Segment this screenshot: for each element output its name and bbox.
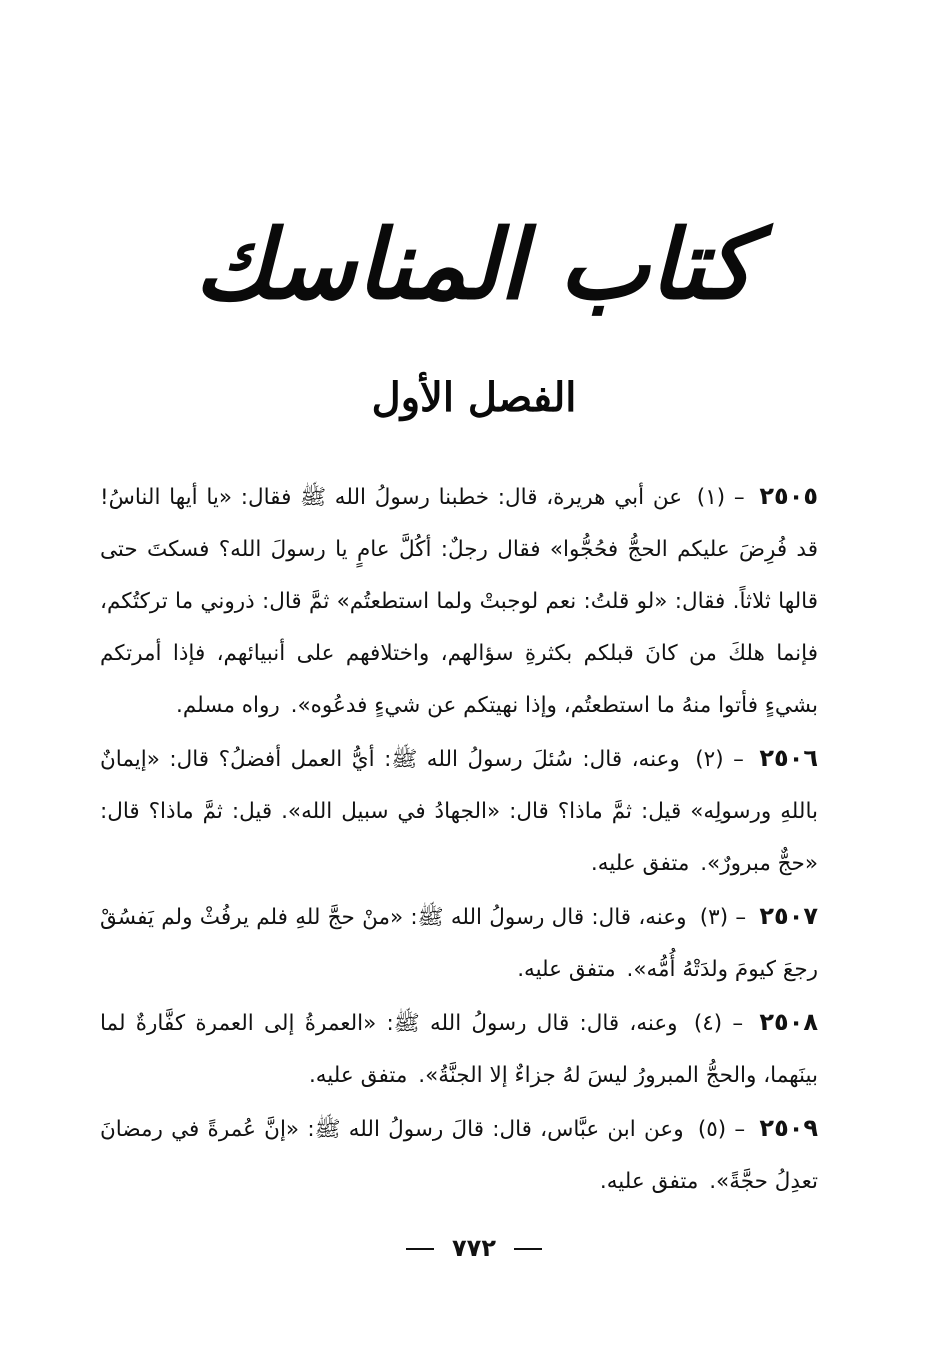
hadith-number: ٢٥٠٩: [759, 1114, 819, 1142]
hadith-source: متفق عليه.: [517, 957, 616, 982]
hadith-number: ٢٥٠٥: [759, 482, 818, 510]
hadith-sequence: (٥): [697, 1117, 727, 1142]
page-number: ٧٧٢: [452, 1234, 496, 1262]
hadith-body: وعنه، قال: قال رسولُ الله ﷺ: «منْ حجَّ للهِ فلم يرفُثْ ولم يَفسُقْ رجعَ كيومَ ولدَتْهُ أُمُّه».: [100, 905, 818, 982]
footer-dash-left: [514, 1248, 542, 1250]
book-title: كتاب المناسك: [194, 208, 754, 321]
hadith-entry: [100, 732, 818, 890]
hadith-number: ٢٥٠٦: [759, 744, 818, 772]
hadith-sequence: (٣): [699, 905, 729, 930]
hadith-source: متفق عليه.: [308, 1063, 408, 1088]
hadith-entry: [100, 470, 818, 732]
hadith-separator: –: [733, 485, 745, 510]
hadith-body: وعنه، قال: سُئلَ رسولُ الله ﷺ: أيُّ العمل أفضلُ؟ قال: «إيمانٌ باللهِ ورسولِه» قيل: ثمَّ ماذا؟ قال: «الجهادُ في سبيل الله». قيل: ثمَّ ماذا؟ قال: «حجٌّ مبرورٌ».: [100, 747, 818, 876]
hadith-source: متفق عليه.: [599, 1169, 699, 1194]
hadith-body: وعنه، قال: قال رسولُ الله ﷺ: «العمرةُ إلى العمرة كفَّارةٌ لما بينَهما، والحجُّ المبرورُ ليسَ لهُ جزاءٌ إلا الجنَّةُ».: [100, 1011, 818, 1088]
hadith-sequence: (٢): [695, 747, 724, 772]
hadith-entry: [100, 890, 818, 996]
hadith-separator: –: [733, 747, 744, 772]
hadith-body: عن أبي هريرة، قال: خطبنا رسولُ الله ﷺ فقال: «يا أيها الناسُ! قد فُرِضَ عليكم الحجُّ فحُجُّوا» فقال رجلٌ: أكُلَّ عامٍ يا رسولَ الله؟ فسكتَ حتى قالها ثلاثاً. فقال: «لو قلتُ: نعم لوجبتْ ولما استطعتُم» ثمَّ قال: ذروني ما تركتُكم، فإنما هلكَ من كانَ قبلكم بكثرةِ سؤالهم، واختلافهم على أنبيائهم، فإذا أمرتكم بشيءٍ فأتوا منهُ ما استطعتُم، وإذا نهيتكم عن شيءٍ فدعُوه».: [100, 485, 818, 718]
hadith-text-block: [100, 470, 818, 1208]
hadith-body: وعن ابن عبَّاس، قال: قالَ رسولُ الله ﷺ: «إنَّ عُمرةً في رمضانَ تعدِلُ حجَّةً».: [100, 1117, 818, 1194]
hadith-sequence: (١): [696, 485, 726, 510]
hadith-separator: –: [732, 1011, 744, 1036]
hadith-source: متفق عليه.: [590, 851, 690, 876]
hadith-number: ٢٥٠٨: [759, 1008, 818, 1036]
page-number-footer: [0, 1228, 948, 1268]
hadith-source: رواه مسلم.: [176, 693, 280, 718]
hadith-entry: [100, 996, 818, 1102]
hadith-number: ٢٥٠٧: [759, 902, 818, 930]
section-title: الفصل الأول: [371, 374, 577, 421]
hadith-sequence: (٤): [693, 1011, 723, 1036]
hadith-entry: [100, 1102, 818, 1208]
hadith-separator: –: [735, 905, 747, 930]
footer-dash-right: [406, 1248, 434, 1250]
hadith-separator: –: [734, 1117, 746, 1142]
